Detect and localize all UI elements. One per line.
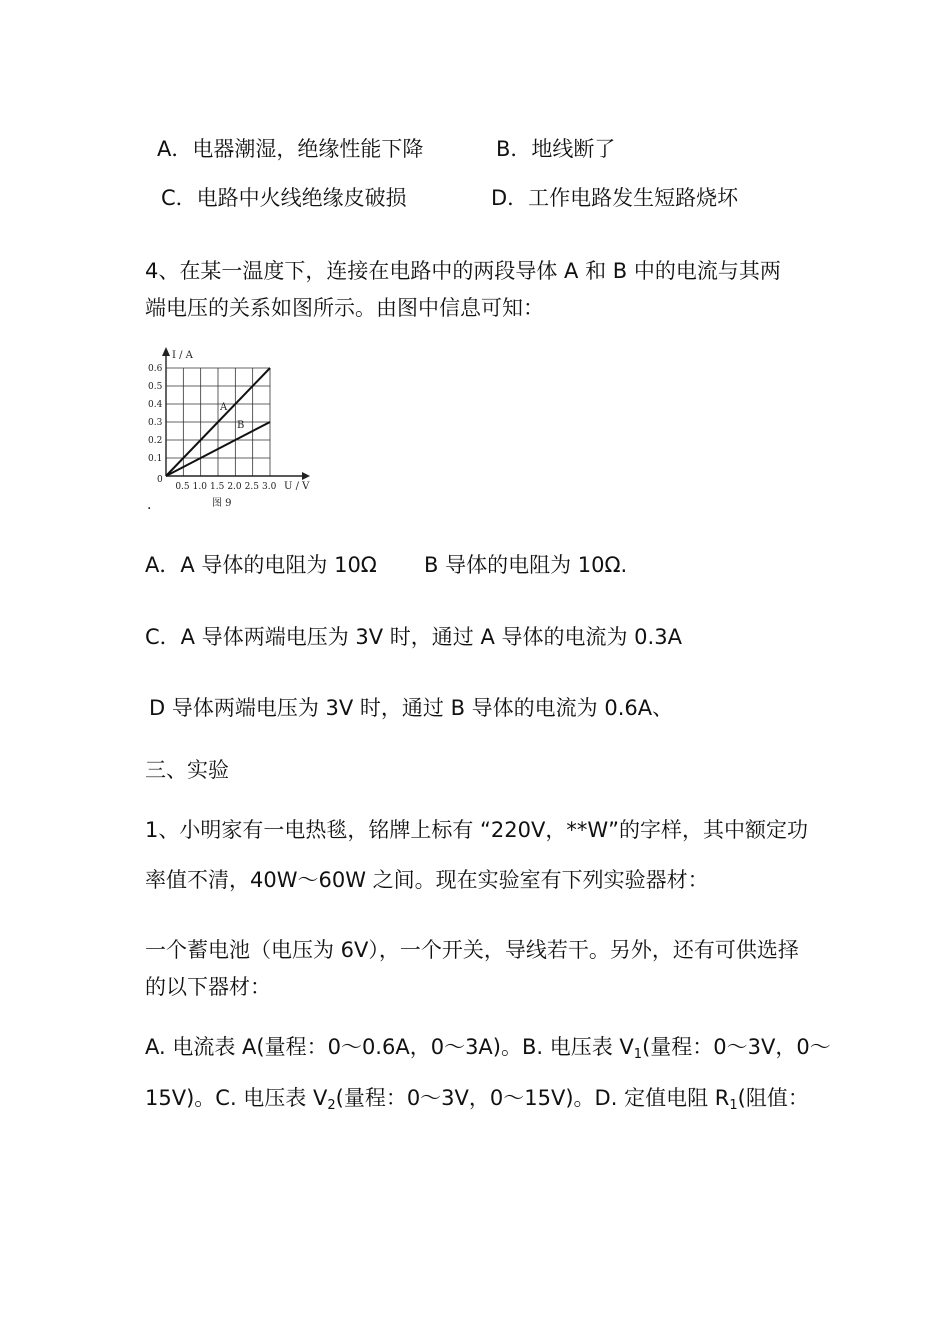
y-tick-label: 0.3 bbox=[148, 418, 163, 428]
q4-option-a: A．A 导体的电阻为 10Ω bbox=[145, 553, 377, 577]
x-tick-label: 2.5 bbox=[244, 482, 259, 492]
experiment-1-line1: 1、小明家有一电热毯，铭牌上标有 “220V，**W”的字样，其中额定功 bbox=[145, 818, 809, 842]
y-axis-arrow bbox=[162, 347, 170, 356]
experiment-1-line2: 率值不清，40W～60W 之间。现在实验室有下列实验器材： bbox=[145, 868, 709, 892]
equipment-line1: 一个蓄电池（电压为 6V），一个开关，导线若干。另外，还有可供选择 bbox=[145, 938, 799, 962]
x-axis-arrow bbox=[302, 472, 310, 480]
x-axis-label: U / V bbox=[284, 481, 310, 492]
current-voltage-chart bbox=[142, 344, 322, 514]
y-tick-label: 0.4 bbox=[148, 400, 163, 410]
y-tick-label: 0.2 bbox=[148, 436, 163, 446]
y-tick-label: 0.1 bbox=[148, 454, 163, 464]
x-tick-label: 2.0 bbox=[227, 482, 242, 492]
question-4-stem-line2: 端电压的关系如图所示。由图中信息可知： bbox=[145, 296, 544, 320]
section-heading: 三、实验 bbox=[145, 758, 229, 782]
option-d: D．工作电路发生短路烧坏 bbox=[491, 186, 739, 210]
equipment-list-line2: 15V)。C. 电压表 $V_2$(量程：0～3V，0～15V)。D. 定值电阻 $R_1$(阻值： bbox=[145, 1086, 809, 1113]
y-tick-label: 0.6 bbox=[148, 364, 163, 374]
x-tick-label: 1.0 bbox=[192, 482, 207, 492]
option-c: C．电路中火线绝缘皮破损 bbox=[161, 186, 407, 210]
q4-option-b: B 导体的电阻为 10Ω. bbox=[424, 553, 628, 577]
origin-label: 0 bbox=[157, 475, 163, 485]
equipment-list-line1: A. 电流表 A(量程：0～0.6A，0～3A)。B. 电压表 $V_1$(量程：0～3V，0～ bbox=[145, 1035, 831, 1062]
line-a-label: A bbox=[220, 402, 228, 413]
equipment-line2: 的以下器材： bbox=[145, 975, 271, 999]
x-tick-label: 0.5 bbox=[175, 482, 190, 492]
q4-option-c: C．A 导体两端电压为 3V 时，通过 A 导体的电流为 0.3A bbox=[145, 625, 682, 649]
question-4-stem-line1: 4、在某一温度下，连接在电路中的两段导体 A 和 B 中的电流与其两 bbox=[145, 259, 781, 283]
option-b: B．地线断了 bbox=[496, 137, 616, 161]
y-axis-label: I / A bbox=[172, 350, 193, 361]
x-tick-label: 3.0 bbox=[262, 482, 277, 492]
option-a: A．电器潮湿，绝缘性能下降 bbox=[157, 137, 424, 161]
q4-option-d: D 导体两端电压为 3V 时，通过 B 导体的电流为 0.6A、 bbox=[149, 696, 674, 720]
y-tick-label: 0.5 bbox=[148, 382, 163, 392]
line-b-label: B bbox=[237, 420, 245, 431]
figure-caption: 图 9 bbox=[212, 498, 232, 509]
x-tick-label: 1.5 bbox=[210, 482, 225, 492]
stray-mark: . bbox=[147, 497, 152, 513]
